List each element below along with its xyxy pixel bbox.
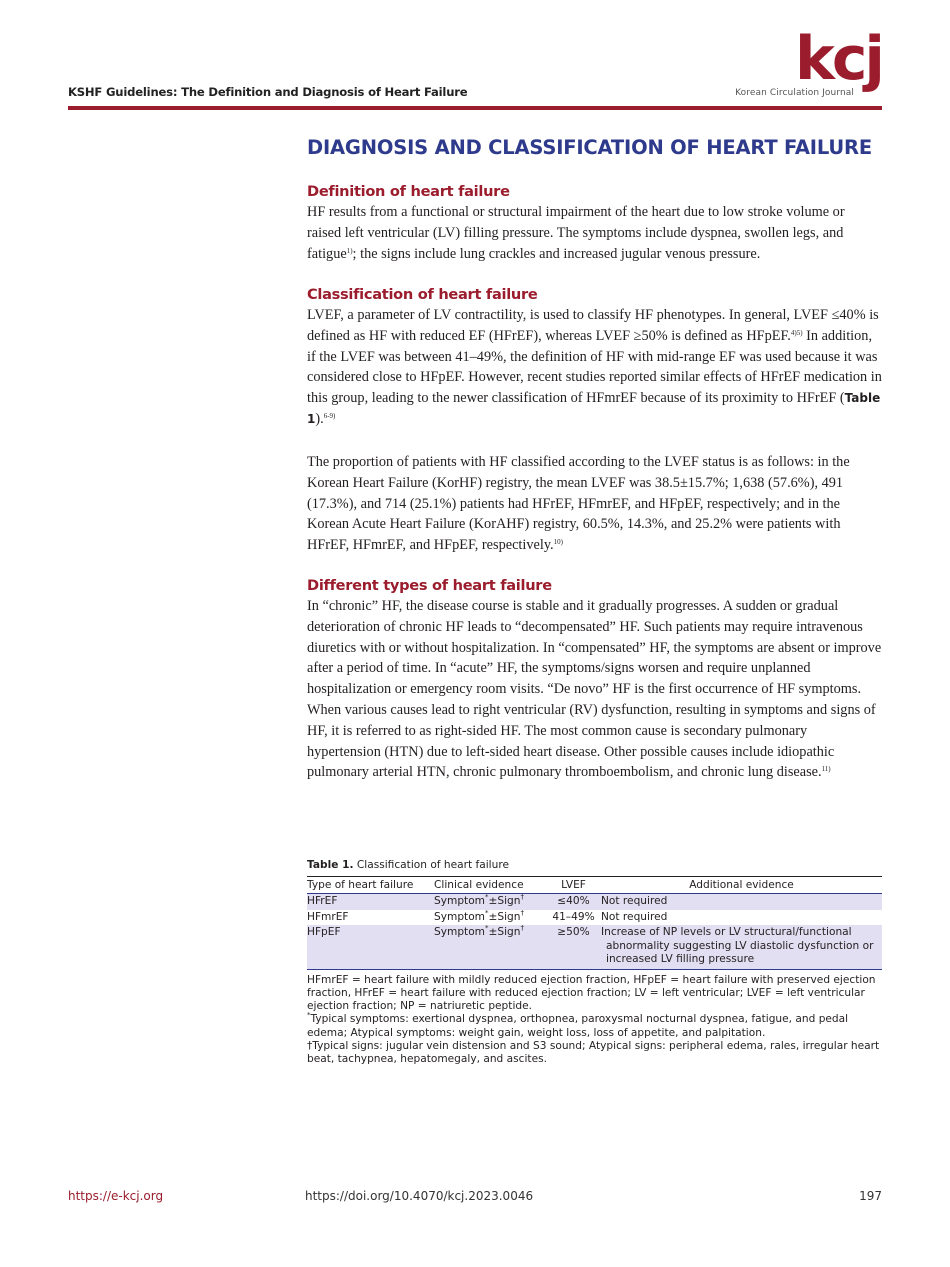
cell-clinical xyxy=(434,925,546,969)
section-definition xyxy=(307,182,879,264)
journal-site-link[interactable]: https://e-kcj.org xyxy=(68,1189,164,1203)
text: Symptom xyxy=(434,910,485,923)
text: ). xyxy=(315,410,324,427)
cell-type: HFpEF xyxy=(307,925,434,969)
cell-type: HFmrEF xyxy=(307,910,349,923)
caption-label: Table 1. xyxy=(307,859,354,871)
text: The proportion of patients with HF classified according to the LVEF status is as follows: in the Korean Heart Failure (KorHF) registry, the mean LVEF was 38.5±15.7%; 1,638 (57.6%), 491 (17.3%), and 714 (25.1%) patients had HFrEF, HFmrEF, and HFpEF, respectively; and in the Korean Acute Heart Failure (KorAHF) registry, 60.5%, 14.3%, and 25.2% were patients with HFrEF, HFmrEF, and HFpEF, respectively. xyxy=(307,454,850,554)
cell-lvef: ≤40% xyxy=(546,894,601,910)
footnote-abbreviations: HFmrEF = heart failure with mildly reduced ejection fraction, HFpEF = heart failure with preserved ejection fraction, HFrEF = heart failure with reduced ejection fraction; LV = left ventricular; LVEF = left ventricular ejection fraction; NP = natriuretic peptide. xyxy=(307,973,876,1013)
text: ±Sign xyxy=(488,910,521,923)
text: HF results from a functional or structural impairment of the heart due to low stroke volume or raised left ventricular (LV) filling pressure. The symptoms include dyspnea, swollen legs, and fatigue xyxy=(307,204,845,262)
citation: 10) xyxy=(553,538,563,547)
text: Typical signs: jugular vein distension and S3 sound; Atypical signs: peripheral edema, rales, irregular heart beat, tachypnea, hepatomegaly, and ascites. xyxy=(307,1039,880,1066)
table-row xyxy=(307,910,882,926)
classification-table xyxy=(307,876,882,970)
footnote-mark: † xyxy=(520,924,524,932)
table-row xyxy=(307,925,882,969)
table-reference-link[interactable]: Table 1 xyxy=(307,391,881,426)
footnote-mark: * xyxy=(485,893,489,901)
text: Increase of NP levels or LV structural/functional xyxy=(601,926,852,938)
text: Symptom xyxy=(434,926,485,938)
section-title: DIAGNOSIS AND CLASSIFICATION OF HEART FAILURE xyxy=(307,136,872,159)
cell-clinical xyxy=(434,910,546,926)
text: LVEF, a parameter of LV contractility, is used to classify HF phenotypes. In general, LVEF ≤40% is defined as HF with reduced EF (HFrEF), whereas LVEF ≥50% is defined as HFpEF. xyxy=(307,307,879,344)
table-row xyxy=(307,894,882,910)
table-header-row xyxy=(307,877,882,894)
footnote-mark: † xyxy=(520,893,524,901)
footnote-symptoms xyxy=(307,1013,882,1040)
paragraph-types xyxy=(307,596,882,783)
subheading-types: Different types of heart failure xyxy=(307,577,552,594)
table-caption xyxy=(307,859,882,871)
running-head: KSHF Guidelines: The Definition and Diagnosis of Heart Failure xyxy=(68,85,468,99)
text: increased LV filling pressure xyxy=(606,953,755,965)
paragraph-classification xyxy=(307,305,882,430)
table-footnotes xyxy=(307,974,882,1067)
column-header: Type of heart failure xyxy=(307,877,434,894)
logo-mark: kcj xyxy=(794,24,882,94)
column-header: LVEF xyxy=(546,877,601,894)
cell-type: HFrEF xyxy=(307,894,434,910)
page-header xyxy=(68,24,882,110)
citation: 6-9) xyxy=(323,411,336,420)
text: Typical symptoms: exertional dyspnea, orthopnea, paroxysmal nocturnal dyspnea, fatigue, and pedal edema; Atypical symptoms: weight gain, weight loss, loss of appetite, and palpitation. xyxy=(307,1013,849,1039)
text: In addition, if the LVEF was between 41–49%, the definition of HF with mid-range EF was used because it was considered close to HFpEF. However, recent studies reported similar effects of HFrEF medication in this group, leading to the newer classification of HFmrEF because of its proximity to HFrEF ( xyxy=(307,327,882,407)
header-rule xyxy=(68,106,882,110)
caption-text: Classification of heart failure xyxy=(353,859,509,871)
text: ±Sign xyxy=(488,926,521,938)
cell-clinical xyxy=(434,894,546,910)
page-number: 197 xyxy=(859,1189,882,1203)
table-1 xyxy=(307,859,882,1067)
text: ; the signs include lung crackles and increased jugular venous pressure. xyxy=(352,245,761,262)
text: Symptom xyxy=(434,895,485,907)
section-classification-para2 xyxy=(307,452,882,556)
text: In “chronic” HF, the disease course is stable and it gradually progresses. A sudden or gradual deterioration of chronic HF leads to “decompensated” HF. Such patients may require intravenous diuretics with or without hospitalization. In “compensated” HF, the symptoms are absent or improve after a period of time. In “acute” HF, the symptoms/signs worsen and require unplanned hospitalization or emergency room visits. “De novo” HF is the first occurrence of HF symptoms. When various causes lead to right ventricular (RV) dysfunction, resulting in symptoms and signs of HF, it is referred to as right-sided HF. The most common cause is secondary pulmonary hypertension (HTN) due to left-sided heart disease. Other possible causes include idiopathic pulmonary arterial HTN, chronic pulmonary thromboembolism, and chronic lung disease. xyxy=(307,598,882,781)
text: abnormality suggesting LV diastolic dysfunction or xyxy=(606,939,874,952)
text: ±Sign xyxy=(488,895,521,907)
journal-logo xyxy=(722,24,882,100)
cell-additional xyxy=(601,925,882,969)
paragraph-definition xyxy=(307,202,879,264)
cell-additional: Not required xyxy=(601,894,882,910)
section-types xyxy=(307,576,882,783)
citation: 11) xyxy=(821,765,831,774)
footnote-mark: * xyxy=(485,908,489,917)
section-classification xyxy=(307,285,882,430)
doi-link[interactable]: https://doi.org/10.4070/kcj.2023.0046 xyxy=(305,1189,534,1203)
cell-lvef: 41–49% xyxy=(552,910,595,923)
paragraph-proportion xyxy=(307,452,882,556)
citation: 4)5) xyxy=(790,328,803,337)
logo-subtitle: Korean Circulation Journal xyxy=(735,88,854,98)
citation: 1) xyxy=(346,246,353,255)
subheading-classification: Classification of heart failure xyxy=(307,286,538,303)
cell-lvef: ≥50% xyxy=(546,925,601,969)
footnote-signs xyxy=(307,1040,882,1067)
footnote-mark: † xyxy=(520,908,524,917)
cell-additional: Not required xyxy=(601,910,668,923)
footnote-mark: † xyxy=(307,1039,313,1052)
footnote-mark: * xyxy=(307,1011,311,1020)
column-header: Clinical evidence xyxy=(434,877,546,894)
subheading-definition: Definition of heart failure xyxy=(307,183,510,200)
column-header: Additional evidence xyxy=(601,877,882,894)
footnote-mark: * xyxy=(485,924,489,932)
